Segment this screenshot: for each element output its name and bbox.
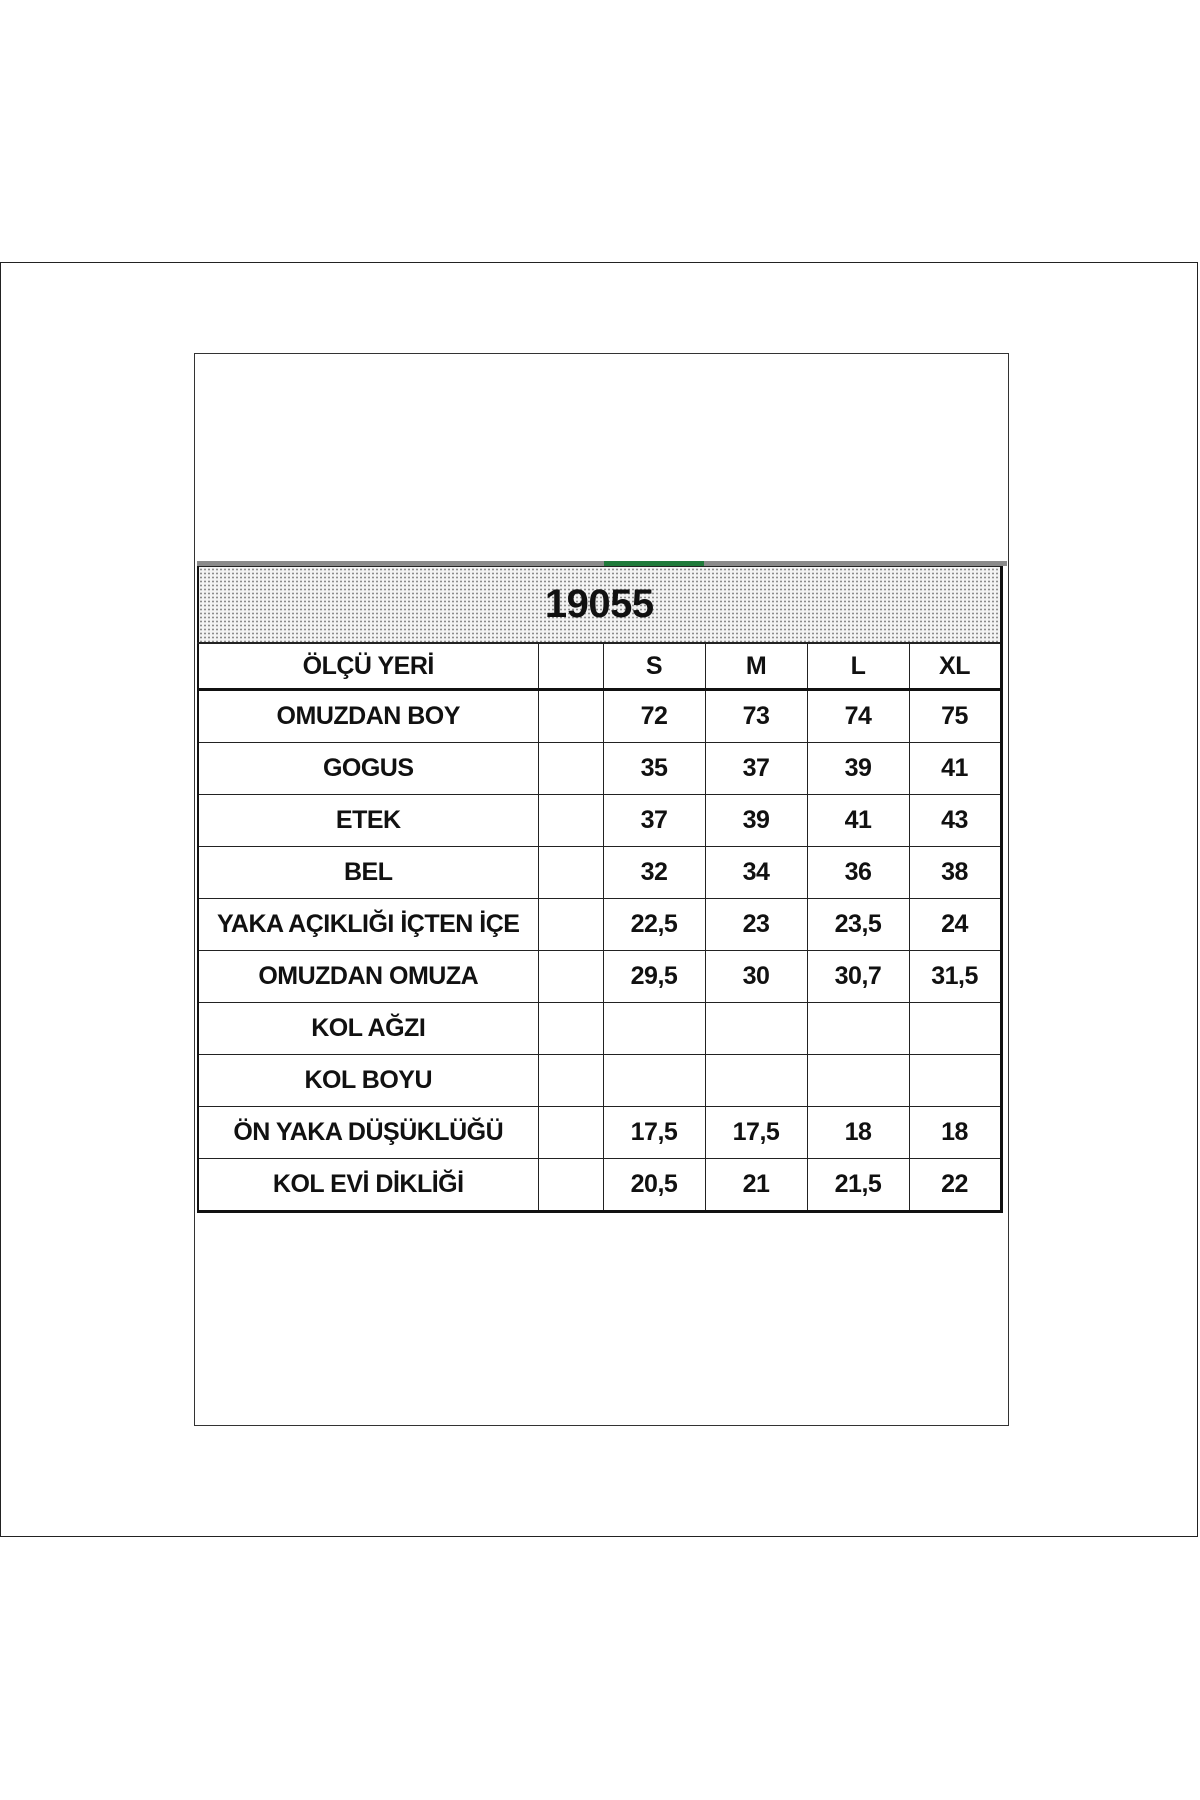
blank-cell	[538, 1055, 603, 1107]
blank-cell	[538, 690, 603, 743]
value-cell-s: 35	[603, 743, 705, 795]
value-cell-m: 37	[705, 743, 807, 795]
value-cell-l	[807, 1055, 909, 1107]
table-row	[198, 1003, 1001, 1055]
value-cell-l: 36	[807, 847, 909, 899]
table-row	[198, 795, 1001, 847]
value-cell-xl: 22	[909, 1159, 1001, 1212]
size-m: M	[705, 643, 807, 690]
value-cell-xl	[909, 1055, 1001, 1107]
blank-cell	[538, 743, 603, 795]
table-row	[198, 690, 1001, 743]
blank-cell	[538, 1003, 603, 1055]
title-row	[198, 567, 1001, 644]
value-cell-xl: 38	[909, 847, 1001, 899]
value-cell-s: 72	[603, 690, 705, 743]
blank-cell	[538, 1107, 603, 1159]
value-cell-m: 73	[705, 690, 807, 743]
blank-cell	[538, 951, 603, 1003]
value-cell-s: 17,5	[603, 1107, 705, 1159]
blank-cell	[538, 847, 603, 899]
table-row	[198, 1107, 1001, 1159]
value-cell-xl	[909, 1003, 1001, 1055]
value-cell-m	[705, 1055, 807, 1107]
value-cell-m	[705, 1003, 807, 1055]
measurement-label: KOL BOYU	[198, 1055, 538, 1107]
value-cell-m: 17,5	[705, 1107, 807, 1159]
value-cell-l: 21,5	[807, 1159, 909, 1212]
value-cell-l: 30,7	[807, 951, 909, 1003]
value-cell-s: 22,5	[603, 899, 705, 951]
measurement-label: ÖN YAKA DÜŞÜKLÜĞÜ	[198, 1107, 538, 1159]
table-row	[198, 1159, 1001, 1212]
measurement-label: GOGUS	[198, 743, 538, 795]
blank-cell	[538, 899, 603, 951]
blank-cell	[538, 795, 603, 847]
value-cell-s: 29,5	[603, 951, 705, 1003]
table-row	[198, 951, 1001, 1003]
model-number: 19055	[198, 567, 1001, 644]
value-cell-l: 18	[807, 1107, 909, 1159]
value-cell-xl: 31,5	[909, 951, 1001, 1003]
value-cell-xl: 18	[909, 1107, 1001, 1159]
value-cell-l: 74	[807, 690, 909, 743]
value-cell-m: 23	[705, 899, 807, 951]
size-table	[197, 566, 1003, 1213]
size-s: S	[603, 643, 705, 690]
value-cell-s	[603, 1003, 705, 1055]
value-cell-m: 21	[705, 1159, 807, 1212]
value-cell-m: 30	[705, 951, 807, 1003]
header-row	[198, 643, 1001, 690]
table-row	[198, 899, 1001, 951]
table-row	[198, 743, 1001, 795]
value-cell-l: 39	[807, 743, 909, 795]
measurement-rows	[198, 690, 1001, 1212]
measurement-label: YAKA AÇIKLIĞI İÇTEN İÇE	[198, 899, 538, 951]
value-cell-s: 32	[603, 847, 705, 899]
value-cell-m: 34	[705, 847, 807, 899]
measurement-label: ETEK	[198, 795, 538, 847]
size-l: L	[807, 643, 909, 690]
value-cell-xl: 24	[909, 899, 1001, 951]
measurement-label: BEL	[198, 847, 538, 899]
header-blank	[538, 643, 603, 690]
value-cell-l: 23,5	[807, 899, 909, 951]
value-cell-s: 20,5	[603, 1159, 705, 1212]
value-cell-xl: 43	[909, 795, 1001, 847]
measurement-label: KOL AĞZI	[198, 1003, 538, 1055]
value-cell-s	[603, 1055, 705, 1107]
value-cell-m: 39	[705, 795, 807, 847]
value-cell-xl: 75	[909, 690, 1001, 743]
measurement-label: OMUZDAN BOY	[198, 690, 538, 743]
size-xl: XL	[909, 643, 1001, 690]
measurement-label: OMUZDAN OMUZA	[198, 951, 538, 1003]
table-row	[198, 847, 1001, 899]
header-label: ÖLÇÜ YERİ	[198, 643, 538, 690]
measurement-label: KOL EVİ DİKLİĞİ	[198, 1159, 538, 1212]
size-chart	[197, 561, 1000, 1218]
table-row	[198, 1055, 1001, 1107]
value-cell-l	[807, 1003, 909, 1055]
value-cell-l: 41	[807, 795, 909, 847]
blank-cell	[538, 1159, 603, 1212]
value-cell-xl: 41	[909, 743, 1001, 795]
value-cell-s: 37	[603, 795, 705, 847]
